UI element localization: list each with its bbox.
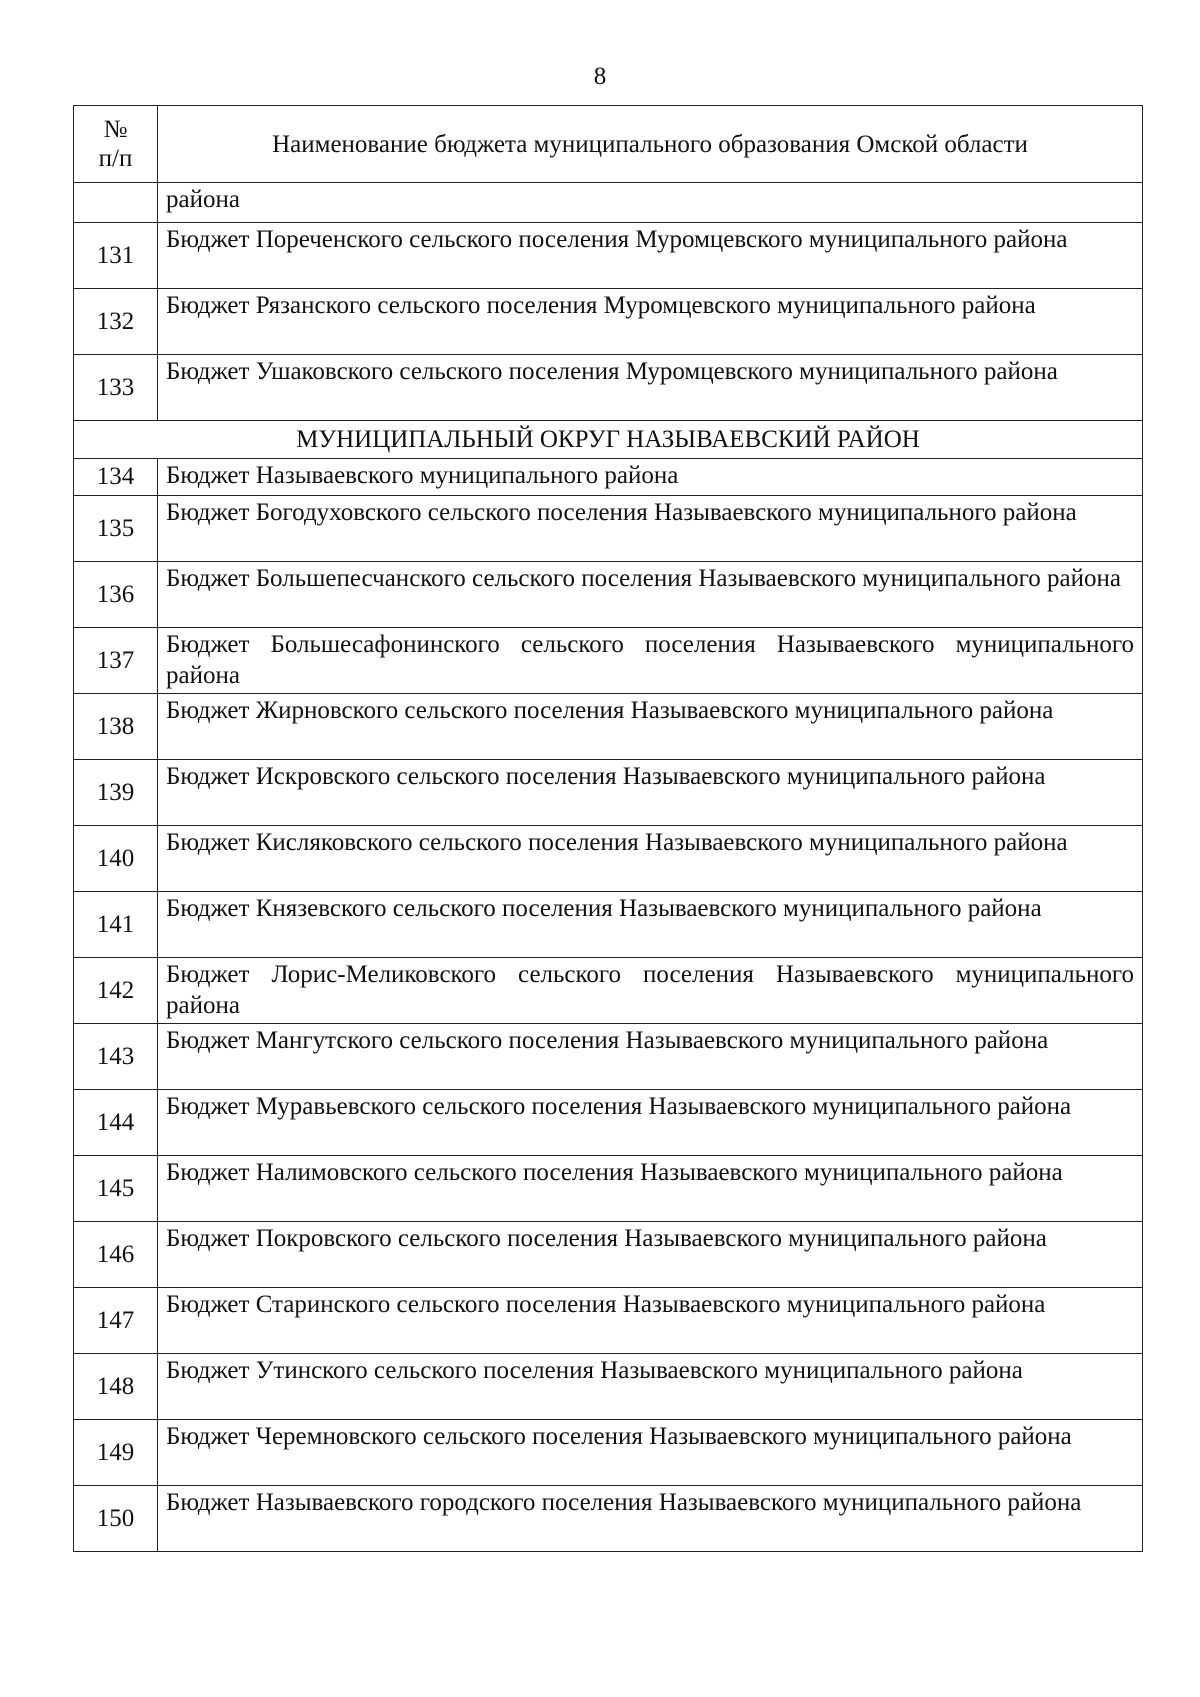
row-name: Бюджет Искровского сельского поселения Называевского муниципального района <box>158 760 1143 826</box>
row-number: 142 <box>74 958 158 1024</box>
row-number: 133 <box>74 355 158 421</box>
row-name: Бюджет Ушаковского сельского поселения Муромцевского муниципального района <box>158 355 1143 421</box>
row-number: 140 <box>74 826 158 892</box>
table-row <box>74 958 1143 1024</box>
row-name: Бюджет Налимовского сельского поселения Называевского муниципального района <box>158 1156 1143 1222</box>
row-name: Бюджет Кисляковского сельского поселения Называевского муниципального района <box>158 826 1143 892</box>
row-name: Бюджет Князевского сельского поселения Называевского муниципального района <box>158 892 1143 958</box>
row-number: 147 <box>74 1288 158 1354</box>
table-row <box>74 459 1143 496</box>
row-name: Бюджет Пореченского сельского поселения Муромцевского муниципального района <box>158 223 1143 289</box>
row-name: Бюджет Называевского городского поселения Называевского муниципального района <box>158 1486 1143 1552</box>
table-row <box>74 892 1143 958</box>
table-row <box>74 289 1143 355</box>
row-name: Бюджет Муравьевского сельского поселения Называевского муниципального района <box>158 1090 1143 1156</box>
section-title: МУНИЦИПАЛЬНЫЙ ОКРУГ НАЗЫВАЕВСКИЙ РАЙОН <box>74 421 1143 459</box>
row-name: Бюджет Мангутского сельского поселения Называевского муниципального района <box>158 1024 1143 1090</box>
table-row <box>74 1156 1143 1222</box>
row-number: 137 <box>74 628 158 694</box>
row-name: Бюджет Большепесчанского сельского поселения Называевского муниципального района <box>158 562 1143 628</box>
row-name: Бюджет Старинского сельского поселения Называевского муниципального района <box>158 1288 1143 1354</box>
table-row <box>74 760 1143 826</box>
section-header-row <box>74 421 1143 459</box>
table-row <box>74 562 1143 628</box>
row-number: 145 <box>74 1156 158 1222</box>
row-number <box>74 183 158 223</box>
table-body <box>74 183 1143 1552</box>
row-name: Бюджет Жирновского сельского поселения Называевского муниципального района <box>158 694 1143 760</box>
row-number: 138 <box>74 694 158 760</box>
table-row <box>74 1090 1143 1156</box>
table-row <box>74 496 1143 562</box>
row-number: 141 <box>74 892 158 958</box>
table-row <box>74 1420 1143 1486</box>
table-row <box>74 1486 1143 1552</box>
row-name: Бюджет Называевского муниципального района <box>158 459 1143 496</box>
table-header-row <box>74 106 1143 183</box>
table-row <box>74 826 1143 892</box>
table-row <box>74 1354 1143 1420</box>
table-row-continuation <box>74 183 1143 223</box>
row-name: Бюджет Черемновского сельского поселения Называевского муниципального района <box>158 1420 1143 1486</box>
table-row <box>74 1222 1143 1288</box>
row-number: 148 <box>74 1354 158 1420</box>
header-number-symbol: № <box>103 116 128 143</box>
row-number: 149 <box>74 1420 158 1486</box>
row-name: Бюджет Большесафонинского сельского поселения Называевского муниципального района <box>158 628 1143 694</box>
row-number: 143 <box>74 1024 158 1090</box>
row-number: 131 <box>74 223 158 289</box>
row-name: Бюджет Рязанского сельского поселения Муромцевского муниципального района <box>158 289 1143 355</box>
page-number: 8 <box>593 63 607 90</box>
row-number: 139 <box>74 760 158 826</box>
table-row <box>74 355 1143 421</box>
row-name: Бюджет Лорис-Меликовского сельского поселения Называевского муниципального района <box>158 958 1143 1024</box>
row-number: 135 <box>74 496 158 562</box>
row-name: Бюджет Богодуховского сельского поселения Называевского муниципального района <box>158 496 1143 562</box>
row-number: 144 <box>74 1090 158 1156</box>
row-number: 150 <box>74 1486 158 1552</box>
row-number: 132 <box>74 289 158 355</box>
row-number: 136 <box>74 562 158 628</box>
row-name: Бюджет Покровского сельского поселения Называевского муниципального района <box>158 1222 1143 1288</box>
row-number: 134 <box>74 459 158 496</box>
header-number-abbrev: п/п <box>98 145 133 172</box>
table-row <box>74 223 1143 289</box>
header-name-cell: Наименование бюджета муниципального образования Омской области <box>158 106 1143 183</box>
row-number: 146 <box>74 1222 158 1288</box>
table-row <box>74 1288 1143 1354</box>
header-number-cell <box>74 106 158 183</box>
table-row <box>74 1024 1143 1090</box>
budget-table <box>73 105 1143 1552</box>
row-name: Бюджет Утинского сельского поселения Называевского муниципального района <box>158 1354 1143 1420</box>
table-row <box>74 628 1143 694</box>
table-row <box>74 694 1143 760</box>
row-name: района <box>158 183 1143 223</box>
